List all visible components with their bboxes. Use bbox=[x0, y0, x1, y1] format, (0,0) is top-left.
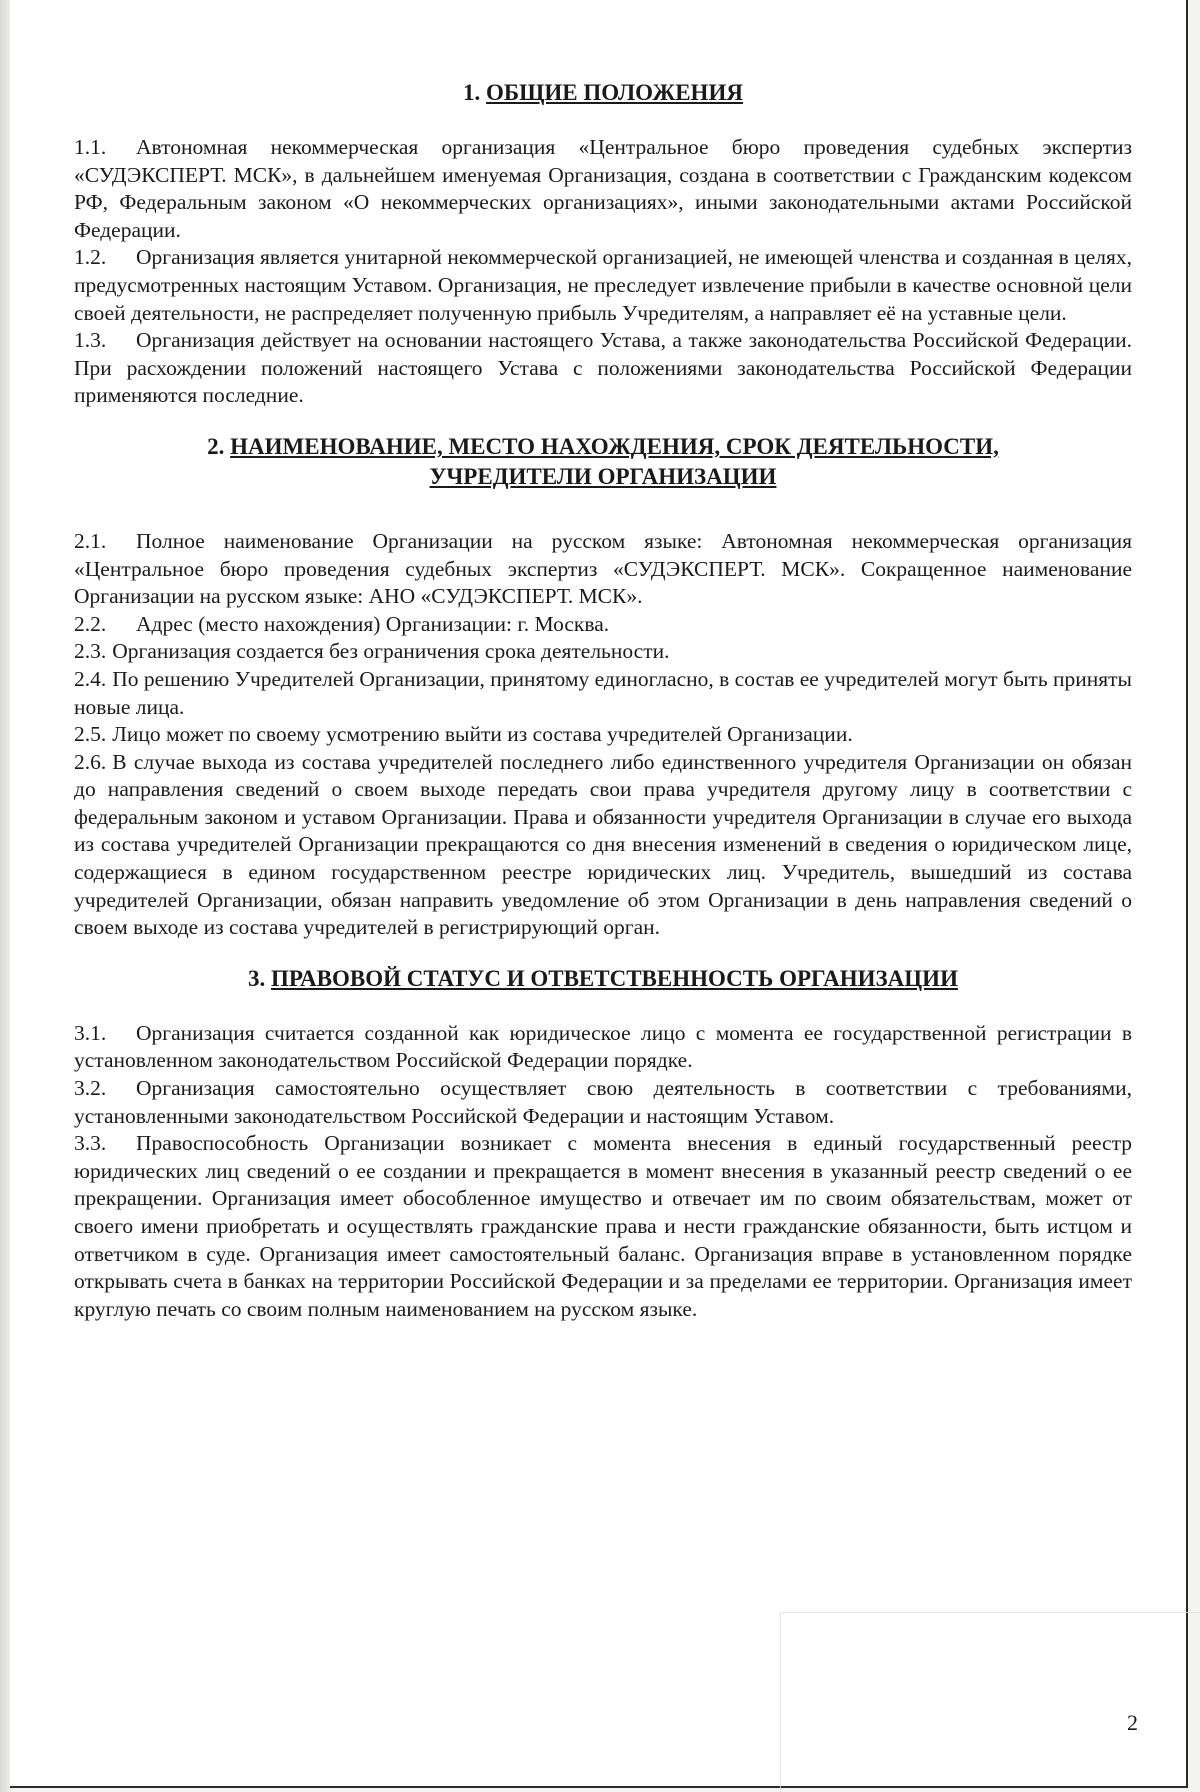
clause-2-5 bbox=[74, 721, 1132, 749]
clause-text: Организация действует на основании настоящего Устава, а также законодательства Российской Федерации. При расхождении положений настоящего Устава с положениями законодательства Российской Федерации применяются последние. bbox=[74, 328, 1132, 408]
clause-number: 2.4. bbox=[74, 666, 107, 691]
clause-number: 2.2. bbox=[74, 611, 107, 636]
section-1-number: 1. bbox=[463, 80, 481, 105]
section-2-title-line-1: НАИМЕНОВАНИЕ, МЕСТО НАХОЖДЕНИЯ, СРОК ДЕЯТЕЛЬНОСТИ, bbox=[230, 433, 999, 459]
clause-3-3 bbox=[74, 1130, 1132, 1323]
faint-registration-stamp bbox=[780, 1612, 1200, 1792]
clause-text: Организация создается без ограничения срока деятельности. bbox=[112, 639, 670, 664]
clause-1-3 bbox=[74, 327, 1132, 410]
clause-text: Организация является унитарной некоммерческой организацией, не имеющей членства и созданная в целях, предусмотренных настоящим Уставом. Организация, не преследует извлечение прибыли в качестве основной цели своей деятельности, не распределяет полученную прибыль Учредителям, а направляет её на уставные цели. bbox=[74, 245, 1132, 325]
section-2-number: 2. bbox=[207, 433, 225, 459]
section-1-title: ОБЩИЕ ПОЛОЖЕНИЯ bbox=[486, 80, 743, 105]
section-1-heading bbox=[74, 78, 1132, 108]
clause-number: 2.1. bbox=[74, 528, 107, 553]
clause-number: 3.2. bbox=[74, 1076, 107, 1101]
clause-number: 1.3. bbox=[74, 328, 107, 353]
clause-number: 2.3. bbox=[74, 639, 107, 664]
section-2-heading bbox=[74, 432, 1132, 492]
clause-2-6 bbox=[74, 749, 1132, 942]
clause-2-2 bbox=[74, 611, 1132, 639]
clause-3-1 bbox=[74, 1020, 1132, 1075]
clause-text: Организация самостоятельно осуществляет свою деятельность в соответствии с требованиями, установленными законодательством Российской Федерации и настоящим Уставом. bbox=[74, 1076, 1132, 1128]
page-number: 2 bbox=[1127, 1710, 1138, 1735]
clause-text: Адрес (место нахождения) Организации: г. Москва. bbox=[136, 611, 610, 636]
clause-text: Автономная некоммерческая организация «Центральное бюро проведения судебных экспертиз «СУДЭКСПЕРТ. МСК», в дальнейшем именуемая Организация, создана в соответствии с Гражданским кодексом РФ, Федеральным законом «О некоммерческих организациях», иными законодательными актами Российской Федерации. bbox=[74, 135, 1132, 242]
document-page bbox=[10, 0, 1188, 1788]
section-3-heading bbox=[74, 964, 1132, 994]
clause-number: 1.2. bbox=[74, 245, 107, 270]
clause-3-2 bbox=[74, 1075, 1132, 1130]
clause-text: Организация считается созданной как юридическое лицо с момента ее государственной регистрации в установленном законодательством Российской Федерации порядке. bbox=[74, 1020, 1132, 1073]
clause-text: По решению Учредителей Организации, принятому единогласно, в состав ее учредителей могут быть приняты новые лица. bbox=[74, 666, 1132, 719]
clause-1-1 bbox=[74, 134, 1132, 244]
clause-number: 3.3. bbox=[74, 1131, 107, 1156]
clause-number: 2.6. bbox=[74, 749, 107, 774]
clause-number: 2.5. bbox=[74, 722, 107, 747]
clause-1-2 bbox=[74, 244, 1132, 327]
clause-2-1 bbox=[74, 528, 1132, 611]
clause-2-4 bbox=[74, 666, 1132, 721]
clause-number: 3.1. bbox=[74, 1020, 107, 1045]
clause-number: 1.1. bbox=[74, 135, 107, 159]
clause-text: В случае выхода из состава учредителей последнего либо единственного учредителя Организации он обязан до направления сведений о своем выходе передать свои права учредителя другому лицу в соответствии с федеральным законом и уставом Организации. Права и обязанности учредителя Организации в случае его выхода из состава учредителей Организации прекращаются со дня внесения изменений в сведения о юридическом лице, содержащиеся в едином государственном реестре юридических лиц. Учредитель, вышедший из состава учредителей Организации, обязан направить уведомление об этом Организации в день направления сведений о своем выходе из состава учредителей в регистрирующий орган. bbox=[74, 749, 1132, 940]
clause-text: Правоспособность Организации возникает с момента внесения в единый государственный реестр юридических лиц сведений о ее создании и прекращается в момент внесения в указанный реестр сведений о ее прекращении. Организация имеет обособленное имущество и отвечает им по своим обязательствам, может от своего имени приобретать и осуществлять гражданские права и нести гражданские обязанности, быть истцом и ответчиком в суде. Организация имеет самостоятельный баланс. Организация вправе в установленном порядке открывать счета в банках на территории Российской Федерации и за пределами ее территории. Организация имеет круглую печать со своим полным наименованием на русском языке. bbox=[74, 1131, 1132, 1321]
clause-2-3 bbox=[74, 638, 1132, 666]
clause-text: Лицо может по своему усмотрению выйти из состава учредителей Организации. bbox=[112, 722, 853, 747]
section-3-number: 3. bbox=[248, 965, 266, 991]
section-3-title: ПРАВОВОЙ СТАТУС И ОТВЕТСТВЕННОСТЬ ОРГАНИЗАЦИИ bbox=[271, 965, 958, 991]
clause-text: Полное наименование Организации на русском языке: Автономная некоммерческая организация «Центральное бюро проведения судебных экспертиз «СУДЭКСПЕРТ. МСК». Сокращенное наименование Организации на русском языке: АНО «СУДЭКСПЕРТ. МСК». bbox=[74, 528, 1132, 609]
document-content bbox=[74, 78, 1132, 1323]
section-2-title-line-2: УЧРЕДИТЕЛИ ОРГАНИЗАЦИИ bbox=[429, 463, 777, 489]
